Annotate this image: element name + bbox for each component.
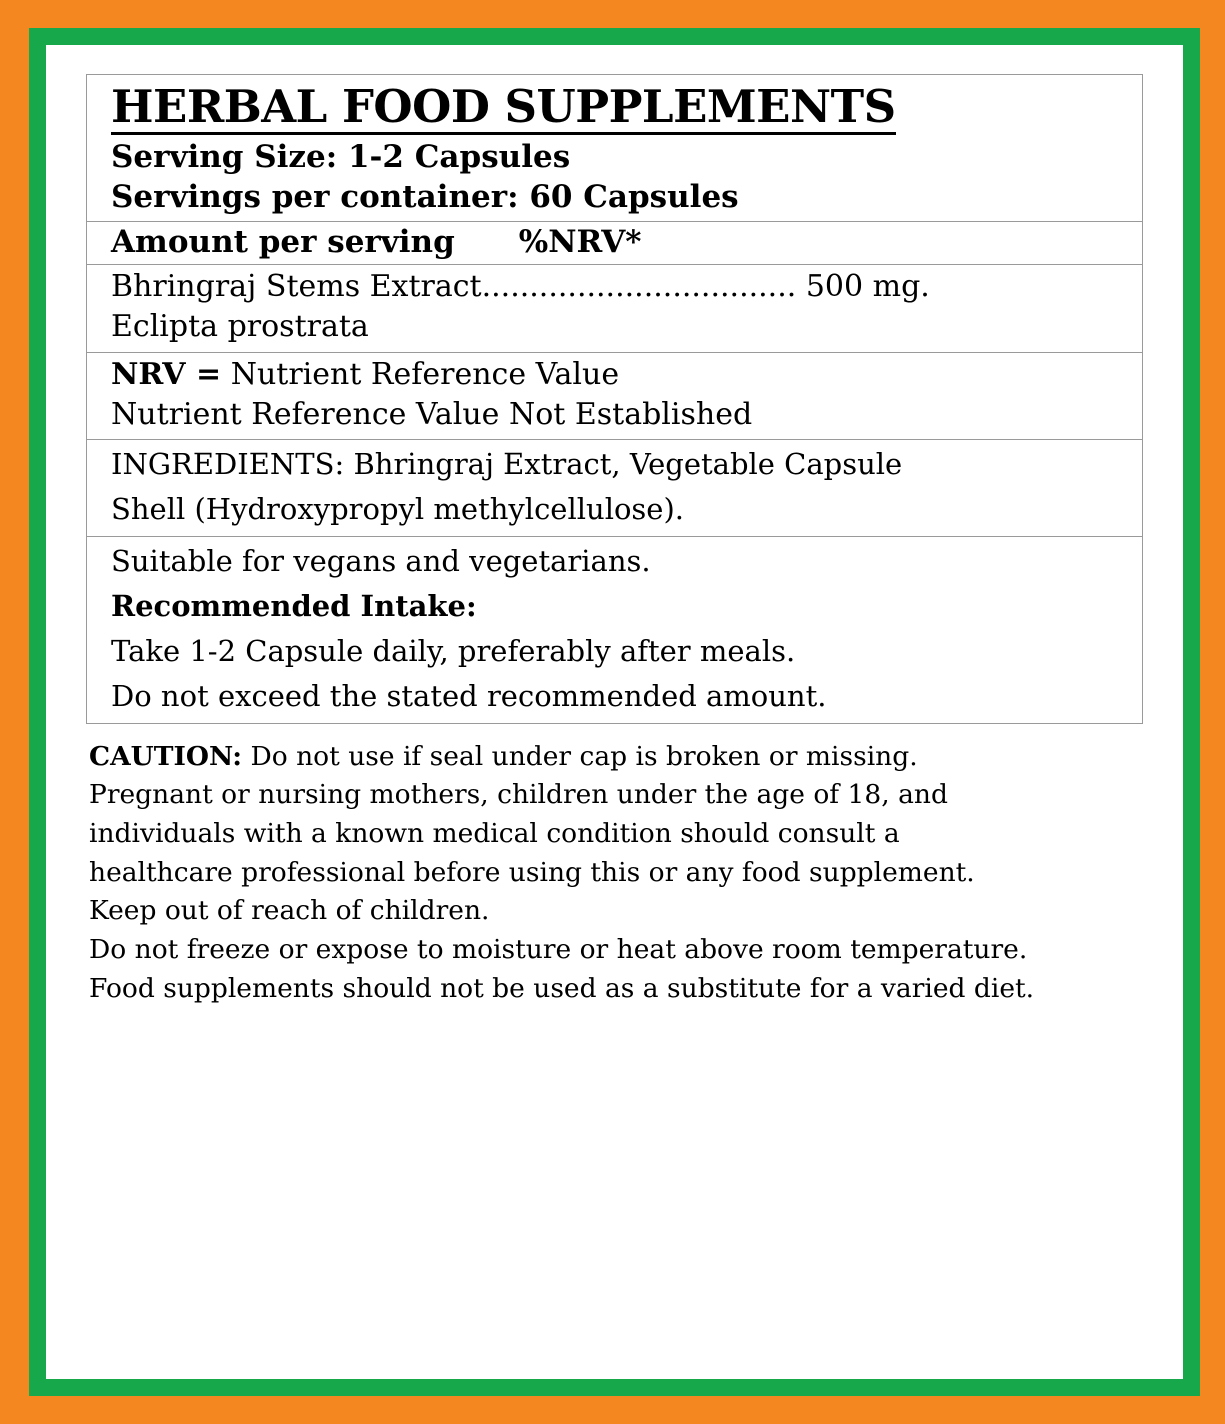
caution-lead: CAUTION: xyxy=(89,740,243,772)
recommended-intake-header: Recommended Intake: xyxy=(111,588,477,623)
caution-line-2: Pregnant or nursing mothers, children under the age of 18, and xyxy=(89,779,948,811)
caution-line-7: Food supplements should not be used as a substitute for a varied diet. xyxy=(89,972,1035,1004)
caution-line-4: healthcare professional before using this or any food supplement. xyxy=(89,856,975,888)
green-border xyxy=(29,28,1200,1396)
nrv-not-established: Nutrient Reference Value Not Established xyxy=(111,396,753,432)
ingredient-amount-line: Bhringraj Stems Extract................................. 500 mg. xyxy=(111,269,930,305)
amount-per-serving-header: Amount per serving xyxy=(111,224,455,261)
nrv-note-row xyxy=(87,353,1142,440)
label-panel xyxy=(66,62,1163,1361)
intake-line-1: Take 1-2 Capsule daily, preferably after meals. xyxy=(111,633,796,668)
nrv-header: %NRV* xyxy=(518,224,642,261)
usage-row xyxy=(87,537,1142,724)
serving-size: Serving Size: 1-2 Capsules xyxy=(111,138,571,175)
nrv-definition: Nutrient Reference Value xyxy=(230,356,620,392)
ingredients-row xyxy=(87,440,1142,537)
caution-line-3: individuals with a known medical condition should consult a xyxy=(89,818,900,850)
caution-line-1 xyxy=(89,738,1137,777)
caution-text-1: Do not use if seal under cap is broken or missing. xyxy=(250,740,918,772)
caution-line-5: Keep out of reach of children. xyxy=(89,895,490,927)
title-row xyxy=(87,75,1142,222)
nrv-definition-line xyxy=(111,355,1142,395)
amount-header-row xyxy=(87,222,1142,265)
caution-block xyxy=(86,724,1143,1009)
ingredients-line-1: INGREDIENTS: Bhringraj Extract, Vegetable Capsule xyxy=(111,447,903,482)
ingredient-latin-name: Eclipta prostrata xyxy=(111,309,369,345)
suitable-for-vegans: Suitable for vegans and vegetarians. xyxy=(111,543,651,578)
page-title: HERBAL FOOD SUPPLEMENTS xyxy=(111,80,896,133)
servings-per-container: Servings per container: 60 Capsules xyxy=(111,178,739,215)
supplement-facts-table xyxy=(86,74,1143,724)
caution-line-6: Do not freeze or expose to moisture or heat above room temperature. xyxy=(89,934,1028,966)
nrv-abbrev: NRV = xyxy=(111,356,222,392)
intake-line-2: Do not exceed the stated recommended amount. xyxy=(111,678,827,713)
ingredient-row xyxy=(87,265,1142,352)
ingredients-line-2: Shell (Hydroxypropyl methylcellulose). xyxy=(111,491,685,526)
